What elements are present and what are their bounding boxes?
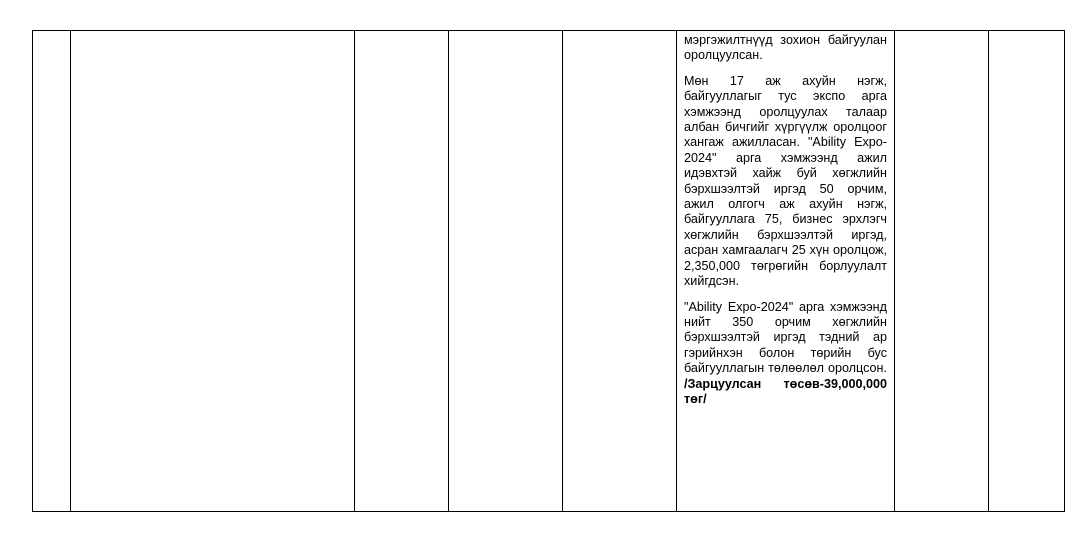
paragraph-attendance [684, 300, 887, 408]
cell-col-3 [355, 31, 449, 512]
paragraph-organizers: мэргэжилтнүүд зохион байгуулан оролцуулсан. [684, 33, 887, 63]
cell-activity [71, 31, 355, 512]
attendance-text: "Ability Expo-2024" арга хэмжээнд нийт 350 орчим хөгжлийн бэрхшээлтэй иргэд тэдний ар гэрийнхэн болон төрийн бус байгууллагын төлөөлөл оролцсон. [684, 299, 887, 376]
cell-col-5 [563, 31, 677, 512]
cell-number [33, 31, 71, 512]
paragraph-participation: Мөн 17 аж ахуйн нэгж, байгууллагыг тус экспо арга хэмжээнд оролцуулах талаар албан бичгийг хүргүүлж оролцоог хангаж ажилласан. "Ability Expo-2024" арга хэмжээнд ажил идэвхтэй хайж буй хөгжлийн бэрхшээлтэй иргэд 50 орчим, ажил олгогч аж ахуйн нэгж, байгууллага 75, бизнес эрхлэгч хөгжлийн бэрхшээлтэй иргэд, асран хамгаалагч 25 хүн оролцож, 2,350,000 төгрөгийн борлуулалт хийгдсэн. [684, 73, 887, 289]
cell-col-7 [895, 31, 989, 512]
budget-note: /Зарцуулсан төсөв-39,000,000 төг/ [684, 376, 887, 406]
table-row [33, 31, 1065, 512]
cell-implementation-text [677, 31, 895, 512]
cell-col-8 [989, 31, 1065, 512]
cell-col-4 [449, 31, 563, 512]
report-table [32, 30, 1065, 512]
